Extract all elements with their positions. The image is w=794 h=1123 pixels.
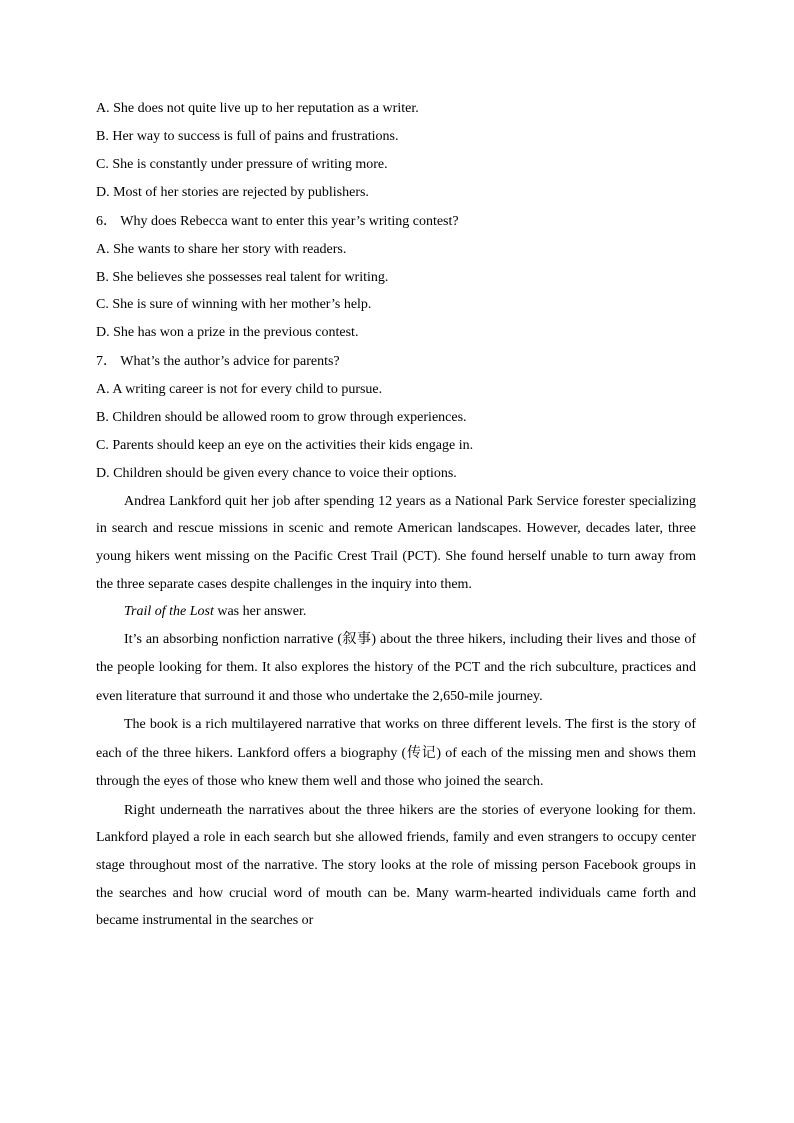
document-page [96,95,696,935]
option-7a: A. A writing career is not for every child to pursue. [96,382,383,398]
option-5d: D. Most of her stories are rejected by publishers. [96,184,369,200]
option-6c: C. She is sure of winning with her mother’s help. [96,297,372,313]
question-7-stem: 7． What’s the author’s advice for parents? [96,354,340,370]
passage-paragraph-5: Right underneath the narratives about the three hikers are the stories of everyone looking for them. Lankford played a role in each search but she allowed friends, family and even strangers to occupy center stage throughout most of the narrative. The story looks at the role of missing person Facebook groups in the searches and how crucial word of mouth can be. Many warm-hearted individuals came forth and became instrumental in the searches or [96,802,696,929]
option-6b: B. She believes she possesses real talent for writing. [96,269,389,285]
option-6a: A. She wants to share her story with readers. [96,241,347,257]
book-title: Trail of the Lost [124,604,214,620]
paragraph-2-text: was her answer. [213,604,307,620]
passage-paragraph-4: The book is a rich multilayered narrative that works on three different levels. The first is the story of each of the three hikers. Lankford offers a biography (传记) of each of the missing men and shows them through the eyes of those who knew them well and those who joined the search. [96,717,696,790]
question-5-options [96,95,696,207]
option-6d: D. She has won a prize in the previous contest. [96,325,359,341]
question-7 [96,347,696,488]
option-7c: C. Parents should keep an eye on the activities their kids engage in. [96,438,474,454]
reading-passage [96,488,696,935]
option-5a: A. She does not quite live up to her reputation as a writer. [96,101,419,116]
option-7b: B. Children should be allowed room to grow through experiences. [96,410,467,426]
question-6-stem: 6． Why does Rebecca want to enter this year’s writing contest? [96,213,459,229]
passage-paragraph-3: It’s an absorbing nonfiction narrative (叙事) about the three hikers, including their lives and those of the people looking for them. It also explores the history of the PCT and the rich subculture, practices and even literature that surround it and those who undertake the 2,650-mile journey. [96,631,696,704]
option-5b: B. Her way to success is full of pains and frustrations. [96,128,399,144]
passage-paragraph-1: Andrea Lankford quit her job after spending 12 years as a National Park Service forester specializing in search and rescue missions in scenic and remote American landscapes. However, decades later, three young hikers went missing on the Pacific Crest Trail (PCT). She found herself unable to turn away from the three separate cases despite challenges in the inquiry into them. [96,493,696,592]
option-7d: D. Children should be given every chance to voice their options. [96,465,457,481]
option-5c: C. She is constantly under pressure of writing more. [96,156,388,172]
passage-paragraph-2 [96,598,696,626]
question-6 [96,207,696,348]
